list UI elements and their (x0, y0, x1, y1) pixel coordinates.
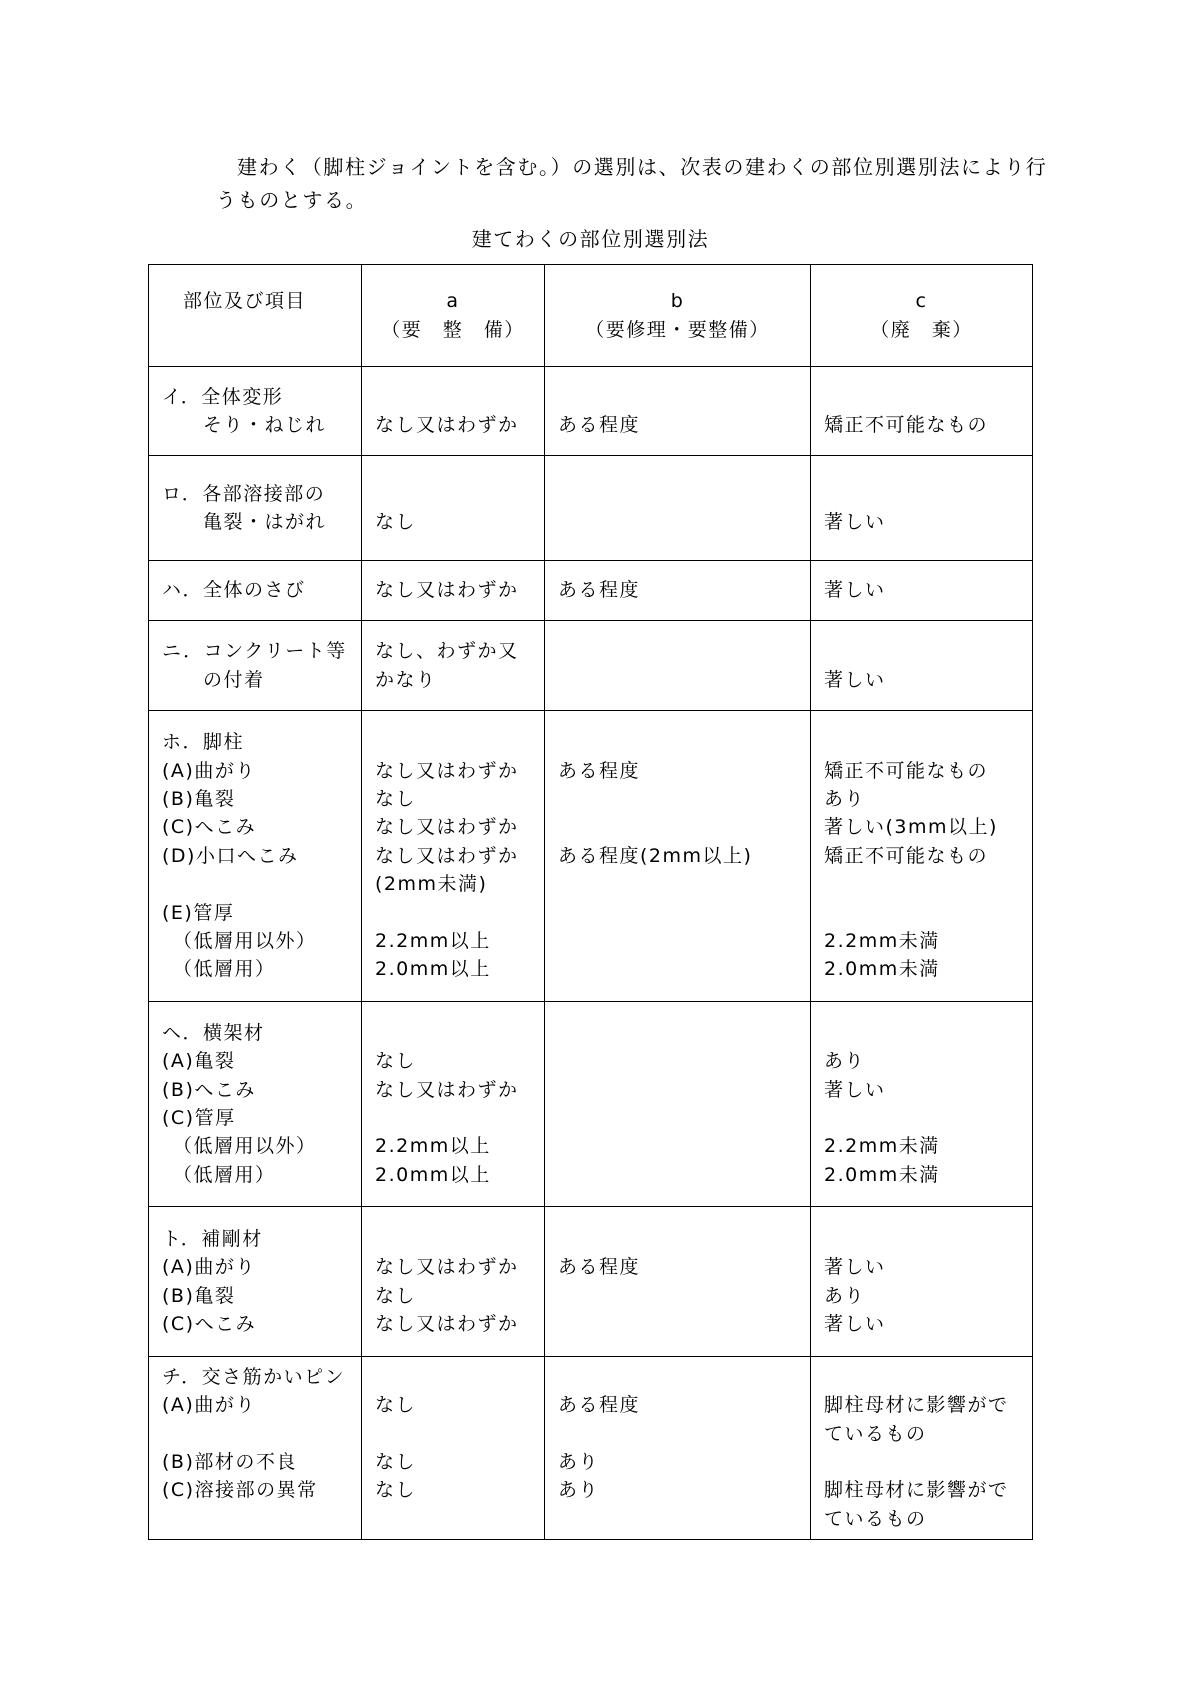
cell-line: 2.2mm未満 (824, 929, 940, 952)
cell-b (545, 561, 811, 621)
cell-c (811, 367, 1033, 456)
cell-line (558, 480, 810, 508)
cell-line (824, 480, 1032, 508)
cell-line: 著しい (824, 1256, 886, 1279)
cell-b (545, 711, 811, 1002)
cell-line: ているもの (824, 1507, 927, 1530)
cell-line: c (915, 290, 928, 313)
cell-line: 著しい(3mm以上) (824, 816, 998, 839)
cell-line (558, 1104, 810, 1132)
cell-line (558, 728, 810, 756)
cell-line: (E)管厚 (162, 901, 235, 924)
header-cell-b (545, 265, 811, 367)
cell-line: なし又はわずか (375, 1312, 519, 1335)
cell-b (545, 1002, 811, 1207)
cell-c (811, 1002, 1033, 1207)
cell-line: (2mm未満) (375, 873, 488, 896)
cell-line: あり (824, 788, 866, 811)
cell-line: 2.0mm以上 (375, 1163, 491, 1186)
cell-line (824, 1225, 1032, 1253)
cell-item (149, 1207, 362, 1357)
cell-line: なし又はわずか (375, 816, 519, 839)
table-row (149, 367, 1033, 456)
cell-c (811, 1357, 1033, 1540)
cell-line (162, 1505, 361, 1533)
cell-line: （低層用以外） (162, 1135, 317, 1158)
cell-line (824, 728, 1032, 756)
cell-line: ある程度 (558, 1256, 641, 1279)
cell-line (824, 1363, 1032, 1391)
table-row (149, 456, 1033, 561)
cell-line: ているもの (824, 1422, 927, 1445)
cell-line (162, 870, 361, 898)
header-row (149, 265, 1033, 367)
cell-line (824, 870, 1032, 898)
cell-line: ある程度(2mm以上) (558, 844, 753, 867)
cell-line: (B)部材の不良 (162, 1451, 297, 1473)
cell-item (149, 621, 362, 711)
cell-item (149, 561, 362, 621)
cell-b (545, 1207, 811, 1357)
cell-line (558, 637, 810, 665)
cell-line (558, 1076, 810, 1104)
cell-b (545, 456, 811, 561)
cell-line: なし又はわずか (375, 1078, 519, 1101)
cell-line: なし (375, 1479, 417, 1502)
cell-line (375, 1363, 544, 1391)
cell-line: なし又はわずか (375, 844, 519, 867)
cell-line (824, 1104, 1032, 1132)
cell-line: (C)へこみ (162, 816, 257, 839)
cell-line: 2.2mm以上 (375, 929, 491, 952)
cell-line: 矯正不可能なもの (824, 844, 989, 867)
cell-line: 著しい (824, 1312, 886, 1335)
cell-line: 2.0mm未満 (824, 958, 940, 981)
cell-c (811, 561, 1033, 621)
cell-c (811, 456, 1033, 561)
cell-line: 亀裂・はがれ (162, 511, 327, 533)
cell-line: なし又はわずか (375, 1256, 519, 1279)
cell-line: (A)曲がり (162, 1256, 256, 1279)
cell-line: （低層用） (162, 1163, 276, 1186)
table-row (149, 621, 1033, 711)
cell-b (545, 1357, 811, 1540)
cell-line (558, 1363, 810, 1391)
cell-line (375, 1420, 544, 1448)
cell-item (149, 456, 362, 561)
cell-line (558, 1019, 810, 1047)
cell-line: b (670, 290, 685, 313)
cell-line: なし (375, 788, 417, 811)
cell-line: （低層用以外） (162, 929, 317, 952)
cell-line: ハ．全体のさび (162, 579, 306, 602)
cell-line: （廃 棄） (870, 318, 973, 341)
cell-line (558, 1505, 810, 1533)
cell-a (362, 1002, 545, 1207)
cell-line: 著しい (824, 668, 886, 691)
cell-line: 脚柱母材に影響がで (824, 1394, 1009, 1417)
cell-line (558, 1420, 810, 1448)
cell-line (558, 1282, 810, 1310)
cell-line (375, 1225, 544, 1253)
cell-line: 矯正不可能なもの (824, 414, 989, 436)
cell-line (558, 1047, 810, 1075)
cell-line: 著しい (824, 511, 886, 533)
header-cell-c (811, 265, 1033, 367)
cell-item (149, 367, 362, 456)
cell-line: ある程度 (558, 759, 641, 782)
cell-line (824, 383, 1032, 411)
cell-line: イ．全体変形 (162, 385, 284, 408)
cell-line: あり (824, 1050, 866, 1073)
cell-a (362, 456, 545, 561)
cell-line (824, 1019, 1032, 1047)
cell-line (558, 870, 810, 898)
cell-line: ロ．各部溶接部の (162, 482, 326, 505)
cell-line: 著しい (824, 1078, 886, 1101)
cell-line: （要 整 備） (381, 318, 525, 341)
cell-line: (C)へこみ (162, 1312, 257, 1335)
cell-line (824, 899, 1032, 927)
cell-line: 部位及び項目 (183, 290, 307, 313)
cell-line (558, 785, 810, 813)
cell-line (375, 728, 544, 756)
cell-line: （低層用） (162, 958, 276, 981)
cell-line (558, 1225, 810, 1253)
cell-line: (D)小口へこみ (162, 844, 299, 867)
table-row (149, 1002, 1033, 1207)
cell-line (183, 316, 361, 344)
cell-line (558, 813, 810, 841)
intro-line-2: うものとする。 (216, 188, 368, 212)
cell-line: なし又はわずか (375, 759, 519, 782)
cell-line: なし (375, 1284, 417, 1307)
table-title: 建てわくの部位別選別法 (471, 227, 710, 251)
cell-line: あり (558, 1479, 600, 1502)
cell-line: チ．交さ筋かいピン (162, 1365, 346, 1388)
cell-line (558, 899, 810, 927)
cell-line: (A)亀裂 (162, 1050, 236, 1073)
cell-line: ヘ．横架材 (162, 1021, 265, 1044)
cell-c (811, 711, 1033, 1002)
cell-line: (A)曲がり (162, 759, 256, 782)
cell-line: かなり (375, 668, 437, 691)
cell-item (149, 711, 362, 1002)
cell-line: なし又はわずか (375, 414, 519, 436)
cell-line: (B)へこみ (162, 1078, 256, 1101)
header-cell-item (149, 265, 362, 367)
cell-line: あり (558, 1451, 600, 1473)
cell-line: ある程度 (558, 414, 641, 436)
cell-line (558, 1161, 810, 1189)
cell-line: あり (824, 1284, 866, 1307)
cell-a (362, 1357, 545, 1540)
header-cell-a (362, 265, 545, 367)
cell-line: そり・ねじれ (162, 414, 327, 436)
cell-line (558, 927, 810, 955)
cell-a (362, 367, 545, 456)
selection-table (148, 264, 1033, 1540)
cell-line: なし、わずか又 (375, 640, 519, 663)
cell-a (362, 561, 545, 621)
cell-line (375, 480, 544, 508)
cell-line: 2.0mm未満 (824, 1163, 940, 1186)
cell-a (362, 1207, 545, 1357)
cell-line (558, 666, 810, 694)
cell-line (375, 1019, 544, 1047)
table-row (149, 1357, 1033, 1540)
cell-line (162, 1420, 361, 1448)
cell-line: ト．補剛材 (162, 1227, 263, 1250)
cell-line: なし (375, 1050, 417, 1073)
table-row (149, 711, 1033, 1002)
cell-line (375, 383, 544, 411)
cell-line: (B)亀裂 (162, 1284, 236, 1307)
table-row (149, 1207, 1033, 1357)
cell-line (824, 637, 1032, 665)
cell-c (811, 1207, 1033, 1357)
cell-line: 2.2mm未満 (824, 1135, 940, 1158)
cell-line: ある程度 (558, 579, 641, 602)
cell-line: 著しい (824, 579, 886, 602)
cell-line: (C)溶接部の異常 (162, 1479, 318, 1502)
cell-line (558, 1132, 810, 1160)
cell-line (558, 1310, 810, 1338)
cell-line: 脚柱母材に影響がで (824, 1479, 1009, 1502)
cell-line: (C)管厚 (162, 1107, 236, 1129)
cell-line: ホ．脚柱 (162, 731, 245, 754)
cell-line: の付着 (162, 668, 265, 691)
cell-line: ある程度 (558, 1394, 641, 1417)
cell-line: ニ．コンクリート等 (162, 640, 347, 663)
cell-line: なし (375, 1394, 417, 1417)
cell-a (362, 711, 545, 1002)
cell-b (545, 367, 811, 456)
cell-line (558, 508, 810, 536)
cell-line: 2.2mm以上 (375, 1135, 491, 1158)
cell-line: a (446, 290, 460, 313)
cell-line: （要修理・要整備） (585, 318, 770, 341)
cell-item (149, 1002, 362, 1207)
cell-line: なし (375, 1451, 417, 1473)
cell-line (375, 1104, 544, 1132)
cell-line: (B)亀裂 (162, 788, 236, 811)
intro-line-1: 建わく（脚柱ジョイントを含む。）の選別は、次表の建わくの部位別選別法により行 (237, 155, 1048, 179)
cell-b (545, 621, 811, 711)
cell-line: なし又はわずか (375, 579, 519, 602)
cell-a (362, 621, 545, 711)
cell-c (811, 621, 1033, 711)
cell-line (375, 1505, 544, 1533)
cell-line: 2.0mm以上 (375, 958, 491, 981)
cell-line (824, 1448, 1032, 1476)
table-row (149, 561, 1033, 621)
cell-line: 矯正不可能なもの (824, 759, 989, 782)
cell-line (375, 899, 544, 927)
cell-item (149, 1357, 362, 1540)
cell-line: (A)曲がり (162, 1394, 256, 1417)
cell-line: なし (375, 511, 417, 533)
cell-line (558, 383, 810, 411)
cell-line (558, 955, 810, 983)
